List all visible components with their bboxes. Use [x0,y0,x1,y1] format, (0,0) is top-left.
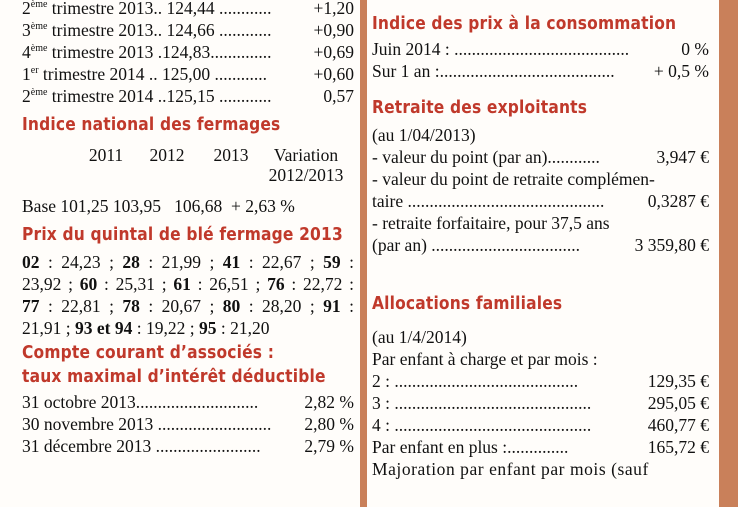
price-text: : 26,51 ; [190,274,268,294]
col-variation: Variation 2012/2013 [268,145,344,185]
compte-row: 31 octobre 2013............................ 2,82 % [22,392,354,412]
quarter-list [22,0,354,107]
price-text: : 25,31 ; [97,274,174,294]
department-code: 77 [22,296,40,316]
ble-line [22,295,354,317]
alloc-row: 3 : ............................................. 295,05 € [372,393,709,413]
col-2012: 2012 [149,145,185,165]
alloc-row: 2 : .......................................... 129,35 € [372,371,709,391]
compte-heading-2: taux maximal d’intérêt déductible [22,366,326,387]
price-text: : 20,67 ; [139,296,223,316]
col-2011: 2011 [88,145,124,165]
quarter-row: 1er trimestre 2014 .. 125,00 ............ +0,60 [22,64,354,84]
price-text: : 28,20 ; [240,296,324,316]
department-code: 76 [267,274,285,294]
compte-heading-1: Compte courant d’associés : [22,342,275,363]
right-column [367,0,719,507]
prix-row: Juin 2014 : ........................................ 0 % [372,39,709,59]
department-code: 28 [122,252,140,272]
alloc-intro: Par enfant à charge et par mois : [372,349,598,369]
retraite-forfaitaire: (par an) .................................. 3 359,80 € [372,235,709,255]
retraite-complementaire: taire ............................................. 0,3287 € [372,191,709,211]
price-text: : 22,72 : [284,274,354,294]
price-text: 21,91 ; [22,318,75,338]
col-2013: 2013 [213,145,249,165]
price-text: : 24,23 ; [39,252,123,272]
price-text: 23,92 ; [22,274,80,294]
ble-prices [22,251,354,339]
price-text: : [340,252,354,272]
quarter-row: 4ème trimestre 2013 .124,83.............. +0,69 [22,42,354,62]
ble-line [22,251,354,273]
quarter-row: 2ème trimestre 2013.. 124,44 ............ +1,20 [22,0,354,18]
fermages-header [22,145,354,185]
compte-row: 30 novembre 2013 .......................... 2,80 % [22,414,354,434]
alloc-row: Par enfant en plus :.............. 165,72 € [372,437,709,457]
alloc-majoration: Majoration par enfant par mois (sauf [372,459,649,479]
alloc-heading: Allocations familiales [372,293,563,314]
quarter-row: 2ème trimestre 2014 ..125,15 ............ 0,57 [22,86,354,106]
department-code: 60 [79,274,98,294]
department-code: 80 [222,296,241,316]
price-text: : 21,20 [216,318,270,338]
alloc-row: 4 : ............................................. 460,77 € [372,415,709,435]
department-code: 59 [323,252,341,272]
price-text: : 22,67 ; [240,252,324,272]
quarter-row: 3ème trimestre 2013.. 124,66 ............ +0,90 [22,20,354,40]
retraite-heading: Retraite des exploitants [372,97,588,118]
fermages-row: Base 101,25 103,95 106,68 + 2,63 % [22,196,295,216]
retraite-forfaitaire-label: - retraite forfaitaire, pour 37,5 ans [372,213,610,233]
price-text: : 19,22 ; [132,318,199,338]
left-column [0,0,360,507]
alloc-date: (au 1/4/2014) [372,327,467,347]
retraite-date: (au 1/04/2013) [372,125,476,145]
retraite-point: - valeur du point (par an)............ 3,947 € [372,147,709,167]
department-code: 02 [22,252,40,272]
prix-row: Sur 1 an :........................................ + 0,5 % [372,61,709,81]
ble-line [22,317,354,339]
price-text: : [340,296,354,316]
department-code: 93 et 94 [75,318,133,338]
ble-line [22,273,354,295]
retraite-complementaire-label: - valeur du point de retraite complémen- [372,169,655,189]
compte-rows [22,391,354,457]
department-code: 95 [198,318,217,338]
prix-heading: Indice des prix à la consommation [372,13,677,34]
department-code: 91 [323,296,341,316]
compte-row: 31 décembre 2013 ........................ 2,79 % [22,436,354,456]
department-code: 61 [173,274,191,294]
fermages-heading: Indice national des fermages [22,114,281,135]
department-code: 41 [222,252,241,272]
price-text: : 21,99 ; [139,252,223,272]
ble-heading: Prix du quintal de blé fermage 2013 [22,224,343,245]
price-text: : 22,81 ; [39,296,123,316]
department-code: 78 [122,296,140,316]
